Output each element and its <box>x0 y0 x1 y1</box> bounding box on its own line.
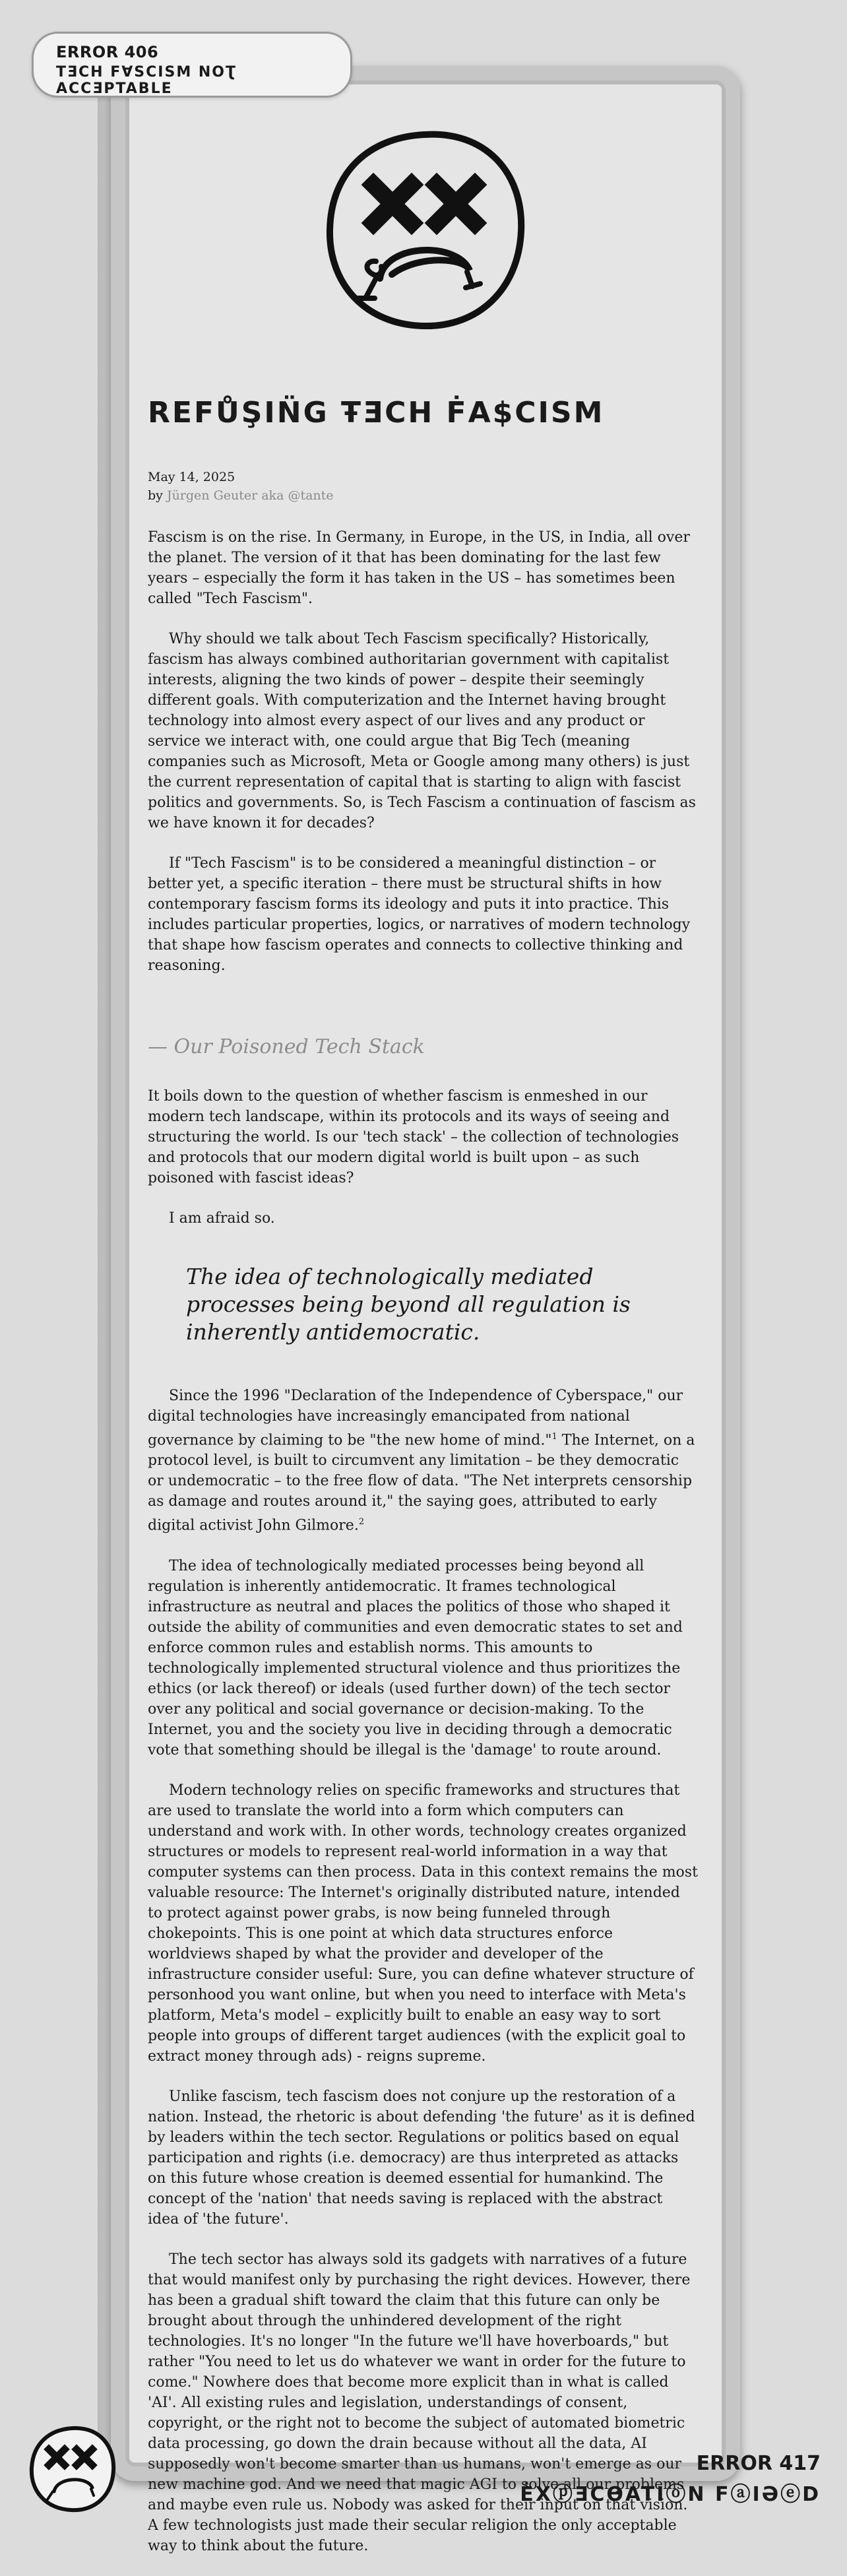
body-paragraph: It boils down to the question of whether fascism is enmeshed in our modern tech landscape, within its protocols and its ways of seeing and structuring the world. Is our 'tech stack' – the collection of technologies and protocols that our modern digital world is built upon – as such poisoned with fascist ideas? <box>148 1088 679 1186</box>
intro-paragraph: Why should we talk about Tech Fascism specifically? Historically, fascism has always combined authoritarian government with capitalist interests, aligning the two kinds of power – despite their seemingly different goals. With computerization and the Internet having brought technology into almost every aspect of our lives and any product or service we interact with, one could argue that Big Tech (meaning companies such as Microsoft, Meta or Google among many others) is just the current representation of capital that is starting to align with fascist politics and governments. So, is Tech Fascism a continuation of fascism as we have known it for decades? <box>148 631 696 831</box>
error-message: ĖXⓟƎCƟATIⓞN FⓐIƏⓔD <box>520 2483 821 2506</box>
error-406-pill <box>32 32 352 98</box>
publish-date: May 14, 2025 <box>148 470 235 484</box>
article-meta <box>148 468 698 505</box>
byline <box>148 486 698 505</box>
footnote-1-link[interactable]: 1 <box>551 1432 557 1442</box>
body-paragraph: I am afraid so. <box>169 1210 275 1227</box>
cyberspace-text: Since the 1996 "Declaration of the Independence of Cyberspace," our digital technologies have increasingly emancipated from national governance by claiming to be "the new home of mind." <box>148 1388 683 1449</box>
body-paragraph: Unlike fascism, tech fascism does not conjure up the restoration of a nation. Instead, the rhetoric is about defending 'the future' as it is defined by leaders within the tech sector. Regulations or politics based on equal participation and rights (i.e. democracy) are thus interpreted as attacks on this future whose creation is deemed essential for humankind. The concept of the 'nation' that needs saving is replaced with the abstract idea of 'the future'. <box>148 2088 695 2228</box>
cyberspace-text-2: The Internet, on a protocol level, is built to circumvent any limitation – be they democratic or undemocratic – to the free flow of data. "The Net interprets censorship as damage and routes around it," the saying goes, attributed to early digital activist John Gilmore. <box>148 1432 695 1534</box>
body-paragraph: The idea of technologically mediated processes being beyond all regulation is inherently antidemocratic. It frames technological infrastructure as neutral and places the politics of those who shaped it outside the ability of communities and even democratic states to set and enforce common rules and establish norms. This amounts to technologically implemented structural violence and thus prioritizes the ethics (or lack thereof) or ideals (used further down) of the tech sector over any political and social governance or decision-making. To the Internet, you and the society you live in deciding through a democratic vote that something should be illegal is the 'damage' to route around. <box>148 1557 683 1758</box>
footnote-2-link[interactable]: 2 <box>358 1517 365 1528</box>
byline-label: by <box>148 488 163 503</box>
body-paragraph: The tech sector has always sold its gadgets with narratives of a future that would manifest only by purchasing the right devices. However, there has been a gradual shift toward the claim that this future can only be brought about through the unhindered development of the right technologies. It's no longer "In the future we'll have hoverboards," but rather "You need to let us do whatever we want in order for the future to come." Nowhere does that become more explicit than in what is called 'AI'. All existing rules and legislation, understandings of consent, copyright, or the right not to become the subject of automated biometric data processing, go down the drain because without all the data, AI supposedly won't become smarter than us humans, won't emerge as our new machine god. And we need that magic AGI to solve all our problems and maybe even rule us. Nobody was asked for their input on that vision. A few technologists just made their secular religion the only acceptable way to think about the future. <box>148 2251 691 2554</box>
intro-paragraph: If "Tech Fascism" is to be considered a meaningful distinction – or better yet, a specific iteration – there must be structural shifts in how contemporary fascism forms its ideology and puts it into practice. This includes particular properties, logics, or narratives of modern technology that shape how fascism operates and connects to collective thinking and reasoning. <box>148 855 691 974</box>
error-code: ERROR 417 <box>696 2452 821 2475</box>
pull-quote: The idea of technologically mediated processes being beyond all regulation is inherently antidemocratic. <box>186 1264 631 1345</box>
body-paragraph: Modern technology relies on specific frameworks and structures that are used to translate the world into a form which computers can understand and work with. In other words, technology creates organized structures or models to represent real-world information in a way that computer systems can then process. Data in this context remains the most valuable resource: The Internet's originally distributed nature, intended to protect against power grabs, is now being funneled through chokepoints. This is one point at which data structures enforce worldviews shaped by what the provider and developer of the infrastructure consider useful: Sure, you can define whatever structure of personhood you want online, but when you need to interface with Meta's platform, Meta's model – explicitly built to enable an easy way to sort people into groups of different target audiences (with the explicit goal to extract money through ads) - reigns supreme. <box>148 1782 698 2065</box>
dead-face-icon <box>319 125 530 337</box>
section-heading: — Our Poisoned Tech Stack <box>148 1035 425 1058</box>
dead-face-badge-icon[interactable] <box>26 2423 119 2515</box>
article-title: REFŮŞIN̈G ŦƎCH ḞA$CISM <box>148 396 605 430</box>
error-message: TƎCH FⱯSCISM NOƮ ACCƎPTABLE <box>56 64 237 97</box>
article-content <box>148 396 698 2576</box>
author-link[interactable]: Jürgen Geuter aka @tante <box>166 488 334 503</box>
error-417-label <box>520 2452 821 2507</box>
error-code: ERROR 406 <box>56 43 159 61</box>
intro-paragraph: Fascism is on the rise. In Germany, in Europe, in the US, in India, all over the planet. The version of it that has been dominating for the last few years – especially the form it has taken in the US – has sometimes been called "Tech Fascism". <box>148 529 690 607</box>
body-paragraph <box>148 1386 698 1536</box>
